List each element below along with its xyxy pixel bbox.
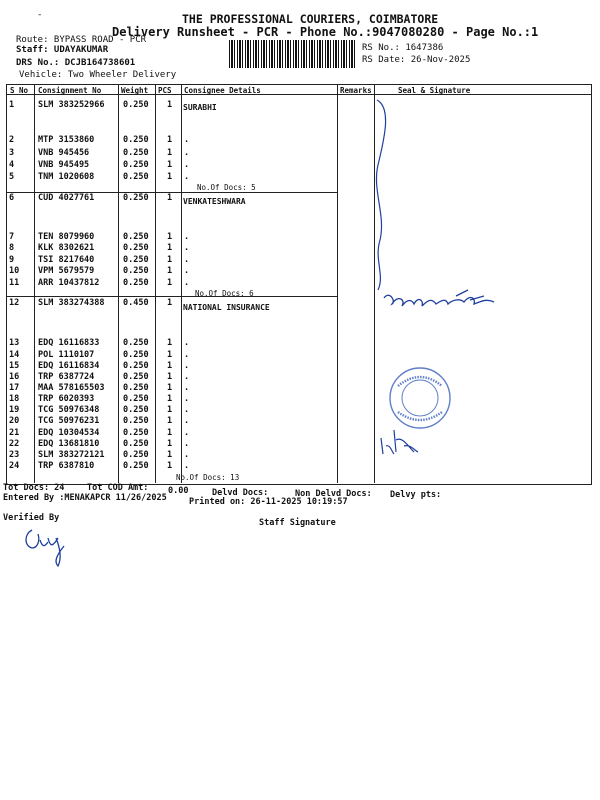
row-serial: 21 — [9, 428, 20, 438]
col-header-remarks: Remarks — [340, 86, 372, 95]
row-pcs: 1 — [167, 255, 173, 265]
group-doc-count: No.Of Docs: 6 — [195, 289, 254, 298]
row-consignment-no: TRP 6387810 — [38, 461, 95, 471]
col-header-weight: Weight — [121, 86, 149, 95]
route-text: Route: BYPASS ROAD - PCR — [16, 35, 147, 45]
delivered-docs: Delvd Docs: — [212, 488, 269, 498]
group-doc-count: No.Of Docs: 5 — [197, 183, 256, 192]
runsheet-title: Delivery Runsheet - PCR - Phone No.:9047080280 - Page No.:1 — [112, 25, 539, 39]
row-consignment-no: TEN 8079960 — [38, 232, 95, 242]
row-weight: 0.250 — [123, 172, 149, 182]
row-consignee-dot: . — [184, 266, 190, 276]
row-consignee-dot: . — [184, 243, 190, 253]
row-consignment-no: TCG 50976231 — [38, 416, 100, 426]
row-consignee-dot: . — [184, 350, 190, 360]
row-consignee-dot: . — [184, 394, 190, 404]
row-consignee-dot: . — [184, 338, 190, 348]
row-pcs: 1 — [167, 266, 173, 276]
total-cod-value: 0.00 — [168, 486, 189, 496]
row-consignment-no: TCG 50976348 — [38, 405, 100, 415]
row-consignee-dot: . — [184, 255, 190, 265]
printed-on: Printed on: 26-11-2025 10:19:57 — [189, 497, 348, 507]
row-serial: 8 — [9, 243, 15, 253]
row-serial: 18 — [9, 394, 20, 404]
row-serial: 7 — [9, 232, 15, 242]
col-header-consignee: Consignee Details — [184, 86, 261, 95]
row-consignment-no: VPM 5679579 — [38, 266, 95, 276]
row-consignment-no: EDQ 10304534 — [38, 428, 100, 438]
row-consignee-dot: . — [184, 361, 190, 371]
row-consignment-no: EDQ 16116833 — [38, 338, 100, 348]
row-weight: 0.250 — [123, 405, 149, 415]
row-weight: 0.250 — [123, 461, 149, 471]
delivery-points: Delvy pts: — [390, 490, 442, 500]
row-consignee-dot: . — [184, 278, 190, 288]
row-weight: 0.250 — [123, 193, 149, 203]
row-serial: 2 — [9, 135, 15, 145]
row-weight: 0.250 — [123, 338, 149, 348]
row-consignment-no: TNM 1020608 — [38, 172, 95, 182]
initial-signature — [381, 430, 418, 454]
row-serial: 9 — [9, 255, 15, 265]
row-weight: 0.250 — [123, 232, 149, 242]
drs-line: DRS No.: DCJB164738601 — [16, 58, 136, 68]
non-delivered-docs: Non Delvd Docs: — [295, 489, 372, 499]
row-weight: 0.250 — [123, 135, 149, 145]
row-pcs: 1 — [167, 100, 173, 110]
rs-number: RS No.: 1647386 — [362, 43, 444, 53]
row-consignee-dot: . — [184, 428, 190, 438]
row-consignment-no: EDQ 16116834 — [38, 361, 100, 371]
row-consignment-no: MTP 3153860 — [38, 135, 95, 145]
total-cod-label: Tot COD Amt: — [87, 483, 149, 493]
row-pcs: 1 — [167, 298, 173, 308]
row-consignment-no: ARR 10437812 — [38, 278, 100, 288]
row-serial: 5 — [9, 172, 15, 182]
round-seal-text — [398, 377, 442, 420]
group-doc-count: No.Of Docs: 13 — [176, 473, 240, 482]
row-weight: 0.250 — [123, 160, 149, 170]
consignee-name: NATIONAL INSURANCE — [183, 303, 270, 312]
col-header-sno: S No — [10, 86, 29, 95]
row-serial: 24 — [9, 461, 20, 471]
row-serial: 15 — [9, 361, 20, 371]
row-pcs: 1 — [167, 278, 173, 288]
row-consignee-dot: . — [184, 461, 190, 471]
row-serial: 23 — [9, 450, 20, 460]
row-consignee-dot: . — [184, 232, 190, 242]
row-serial: 14 — [9, 350, 20, 360]
row-pcs: 1 — [167, 193, 173, 203]
row-weight: 0.250 — [123, 372, 149, 382]
row-serial: 20 — [9, 416, 20, 426]
row-consignment-no: EDQ 13681810 — [38, 439, 100, 449]
row-pcs: 1 — [167, 350, 173, 360]
row-serial: 22 — [9, 439, 20, 449]
row-pcs: 1 — [167, 338, 173, 348]
row-weight: 0.250 — [123, 255, 149, 265]
row-pcs: 1 — [167, 160, 173, 170]
row-pcs: 1 — [167, 172, 173, 182]
col-header-consignment: Consignment No — [38, 86, 102, 95]
row-pcs: 1 — [167, 416, 173, 426]
row-serial: 10 — [9, 266, 20, 276]
row-consignment-no: KLK 8302621 — [38, 243, 95, 253]
row-serial: 1 — [9, 100, 15, 110]
remarks-squiggle — [376, 100, 385, 290]
row-pcs: 1 — [167, 135, 173, 145]
row-pcs: 1 — [167, 361, 173, 371]
row-pcs: 1 — [167, 232, 173, 242]
row-weight: 0.250 — [123, 439, 149, 449]
row-serial: 3 — [9, 148, 15, 158]
staff-line: Staff: UDAYAKUMAR — [16, 45, 109, 55]
consignee-signature — [384, 290, 494, 306]
row-consignee-dot: . — [184, 405, 190, 415]
row-serial: 17 — [9, 383, 20, 393]
row-pcs: 1 — [167, 148, 173, 158]
header-dash: - — [37, 10, 43, 20]
row-consignee-dot: . — [184, 160, 190, 170]
row-consignee-dot: . — [184, 450, 190, 460]
row-serial: 16 — [9, 372, 20, 382]
company-name: THE PROFESSIONAL COURIERS, COIMBATORE — [182, 12, 439, 26]
total-docs: Tot Docs: 24 — [3, 483, 65, 493]
row-serial: 12 — [9, 298, 20, 308]
entered-by: Entered By :MENAKAPCR 11/26/2025 — [3, 493, 167, 503]
row-consignee-dot: . — [184, 148, 190, 158]
row-serial: 4 — [9, 160, 15, 170]
row-consignment-no: SLM 383272121 — [38, 450, 105, 460]
row-pcs: 1 — [167, 383, 173, 393]
row-pcs: 1 — [167, 394, 173, 404]
row-consignment-no: TRP 6020393 — [38, 394, 95, 404]
staff-signature-label: Staff Signature — [259, 518, 336, 528]
row-weight: 0.250 — [123, 361, 149, 371]
row-weight: 0.450 — [123, 298, 149, 308]
row-consignment-no: VNB 945456 — [38, 148, 90, 158]
col-header-pcs: PCS — [158, 86, 172, 95]
row-pcs: 1 — [167, 450, 173, 460]
row-consignment-no: POL 1110107 — [38, 350, 95, 360]
row-consignment-no: SLM 383252966 — [38, 100, 105, 110]
row-pcs: 1 — [167, 243, 173, 253]
row-consignment-no: MAA 578165503 — [38, 383, 105, 393]
row-serial: 6 — [9, 193, 15, 203]
row-weight: 0.250 — [123, 428, 149, 438]
row-pcs: 1 — [167, 439, 173, 449]
row-consignee-dot: . — [184, 416, 190, 426]
col-header-seal: Seal & Signature — [398, 86, 471, 95]
row-consignee-dot: . — [184, 172, 190, 182]
row-weight: 0.250 — [123, 450, 149, 460]
row-weight: 0.250 — [123, 148, 149, 158]
row-weight: 0.250 — [123, 278, 149, 288]
row-pcs: 1 — [167, 405, 173, 415]
row-consignment-no: TSI 8217640 — [38, 255, 95, 265]
row-consignee-dot: . — [184, 439, 190, 449]
row-consignee-dot: . — [184, 383, 190, 393]
row-weight: 0.250 — [123, 266, 149, 276]
row-weight: 0.250 — [123, 416, 149, 426]
verifier-signature — [26, 530, 64, 566]
verified-by: Verified By — [3, 513, 60, 523]
row-weight: 0.250 — [123, 243, 149, 253]
row-serial: 13 — [9, 338, 20, 348]
row-pcs: 1 — [167, 461, 173, 471]
rs-date: RS Date: 26-Nov-2025 — [362, 55, 471, 65]
row-serial: 19 — [9, 405, 20, 415]
row-consignee-dot: . — [184, 372, 190, 382]
row-pcs: 1 — [167, 428, 173, 438]
row-consignee-dot: . — [184, 135, 190, 145]
row-weight: 0.250 — [123, 383, 149, 393]
round-seal-inner — [402, 380, 438, 416]
consignee-name: VENKATESHWARA — [183, 197, 246, 206]
row-weight: 0.250 — [123, 394, 149, 404]
row-consignment-no: VNB 945495 — [38, 160, 90, 170]
row-consignment-no: SLM 383274388 — [38, 298, 105, 308]
row-weight: 0.250 — [123, 350, 149, 360]
vehicle-line: Vehicle: Two Wheeler Delivery — [19, 70, 177, 80]
consignee-name: SURABHI — [183, 103, 217, 112]
row-pcs: 1 — [167, 372, 173, 382]
round-seal-outer — [390, 368, 450, 428]
row-serial: 11 — [9, 278, 20, 288]
row-consignment-no: TRP 6387724 — [38, 372, 95, 382]
row-consignment-no: CUD 4027761 — [38, 193, 95, 203]
row-weight: 0.250 — [123, 100, 149, 110]
